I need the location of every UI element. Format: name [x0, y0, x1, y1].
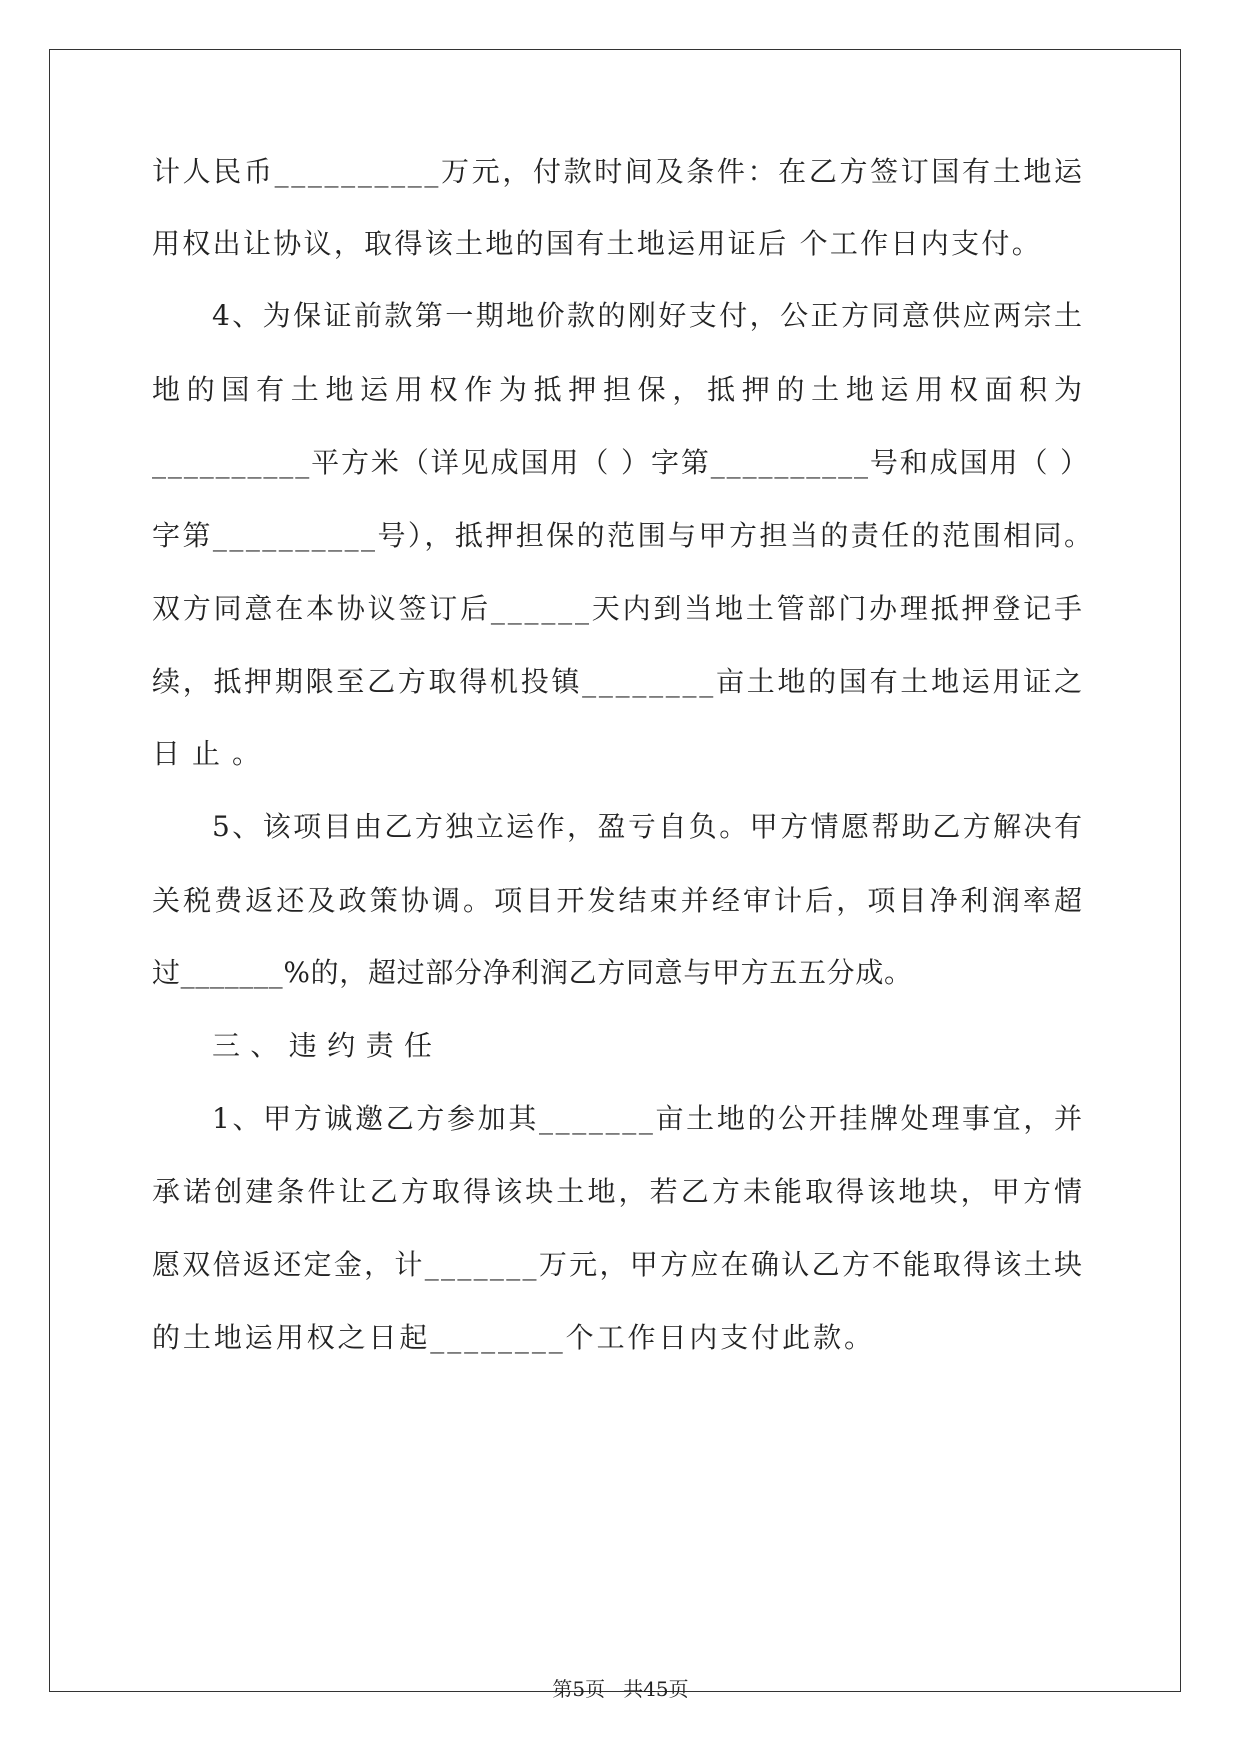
body-line-7: 双方同意在本协议签订后______天内到当地土管部门办理抵押登记手 — [152, 592, 1085, 625]
body-line-2: 用权出让协议，取得该土地的国有土地运用证后 个工作日内支付。 — [152, 227, 1042, 260]
body-line-5: __________平方米（详见成国用（ ）字第__________号和成国用（ ） — [152, 446, 1091, 479]
body-line-8: 续，抵押期限至乙方取得机投镇________亩土地的国有土地运用证之 — [152, 665, 1085, 698]
body-line-11: 关税费返还及政策协调。项目开发结束并经审计后，项目净利润率超 — [152, 884, 1086, 917]
page-total: 共45页 — [623, 1677, 689, 1701]
body-line-3: 4、为保证前款第一期地价款的刚好支付，公正方同意供应两宗土 — [212, 299, 1085, 332]
body-line-16: 愿双倍返还定金，计_______万元，甲方应在确认乙方不能取得该土块 — [152, 1248, 1085, 1281]
body-line-17: 的土地运用权之日起________个工作日内支付此款。 — [152, 1321, 875, 1354]
section-heading: 三、违约责任 — [212, 1029, 443, 1062]
body-line-6: 字第__________号），抵押担保的范围与甲方担当的责任的范围相同。 — [152, 519, 1095, 552]
body-line-4: 地的国有土地运用权作为抵押担保，抵押的土地运用权面积为 — [152, 373, 1089, 406]
page-number: 第5页 — [552, 1677, 606, 1701]
body-line-15: 承诺创建条件让乙方取得该块土地，若乙方未能取得该地块，甲方情 — [152, 1175, 1086, 1208]
body-line-1: 计人民币__________万元，付款时间及条件：在乙方签订国有土地运 — [152, 155, 1085, 188]
body-line-14: 1、甲方诚邀乙方参加其_______亩土地的公开挂牌处理事宜，并 — [212, 1102, 1085, 1135]
body-line-10: 5、该项目由乙方独立运作，盈亏自负。甲方情愿帮助乙方解决有 — [212, 810, 1085, 843]
body-line-9: 日止。 — [152, 737, 273, 770]
body-line-12: 过_______%的，超过部分净利润乙方同意与甲方五五分成。 — [152, 956, 913, 989]
page-footer — [0, 1675, 1241, 1703]
